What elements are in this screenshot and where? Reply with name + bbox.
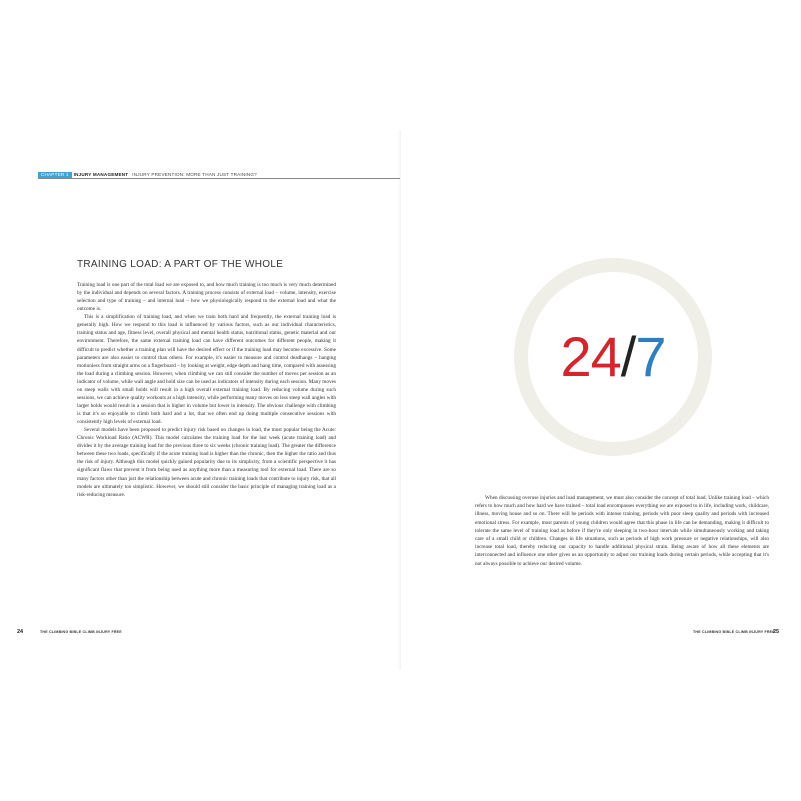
number-24: 24 [560, 325, 621, 388]
footer-book-title-right: THE CLIMBING BIBLE CLIMB INJURY FREE [693, 630, 775, 634]
number-7: 7 [635, 325, 666, 388]
running-header [38, 171, 400, 179]
right-body-text [475, 494, 769, 568]
paragraph: Training load is one part of the total load we are exposed to, and how much training is too much is very much determined by the individual and depends on several factors. A training process consists of external load – volume, intensity, exercise selection and type of training – and internal load – how we physiologically respond to the external load and what the outcome is. [77, 282, 336, 313]
page-number-right: 25 [773, 629, 780, 635]
paragraph: This is a simplification of training load, and when we train both hard and frequently, the external training load is generally high. How we respond to this load is influenced by various factors, such as our individual characteristics, training status and age, fitness level, overall physical and mental health status, nutritional status, genetic material and our environment. Therefore, the same external training load can have different outcomes for different people, making it difficult to predict whether a training plan will have the desired effect or if the training load may become excessive. Some parameters are also easier to control than others. For example, it's easier to measure and control deadhangs – hanging motionless from straight arms on a fingerboard – by looking at weight, edge depth and hang time, compared with assessing the load during a climbing session. However, when climbing we can still consider the number of moves per session as an indicator of volume, while wall angle and hold size can be used as indicators of intensity during each session. Many moves on steep walls with small holds will result in a high overall external training load. By reducing volume during such sessions, we can achieve quality workouts at a high intensity, while performing many moves on less steep wall angles with larger holds would result in a session that is higher in volume but lower in intensity. The obvious challenge with climbing is that it's so enjoyable to climb both hard and a lot, that we often end up doing multiple consecutive sessions with consistently high levels of external load. [77, 314, 336, 426]
paragraph: Several models have been proposed to predict injury risk based on changes in load, the most popular being the Acute: Chronic Workload Ratio (ACWR). This model calculates the training load for the last week (acute training load) and divides it by the average training load for the previous three to six weeks (chronic training load). The greater the difference between these two loads, specifically if the acute training load is higher than the chronic, then the higher the ratio and thus the risk of injury. Although this model quickly gained popularity due to its simplicity, from a scientific perspective it has significant flaws that prevent it from being used as anything more than a measuring tool for external load. There are so many factors other than just the relationship between acute and chronic training loads that contribute to injury risk, that all models are ultimately too simplistic. However, we should still consider the basic principle of managing training load as a risk-reducing measure. [77, 427, 336, 498]
section-title: TRAINING LOAD: A PART OF THE WHOLE [77, 259, 284, 270]
footer-book-title-left: THE CLIMBING BIBLE CLIMB INJURY FREE [40, 630, 122, 634]
big-number-24-7 [521, 327, 705, 387]
chapter-tag: CHAPTER 1 [38, 172, 72, 178]
header-subtitle: INJURY PREVENTION: MORE THAN JUST TRAINING? [132, 172, 257, 177]
number-slash: / [620, 325, 636, 388]
left-body-text [77, 281, 336, 499]
header-section-name: INJURY MANAGEMENT [73, 172, 129, 177]
page-number-left: 24 [17, 629, 24, 635]
left-page [0, 0, 400, 801]
paragraph: When discussing overuse injuries and load management, we must also consider the concept of total load. Unlike training load – which refers to how much and how hard we have trained – total load encompasses everything we are exposed to in life, including work, childcare, illness, moving house and so on. There will be periods with intense training, periods with poor sleep quality and periods with increased emotional stress. For example, most parents of young children would agree that this phase in life can be demanding, making it difficult to tolerate the same level of training load as before if they're only sleeping in two-hour intervals while simultaneously working and taking care of a small child or children. Changes in life situations, such as periods of high work pressure or negative relationships, will also increase total load, thereby reducing our capacity to handle additional physical strain. Being aware of how all these elements are interconnected and influence one other gives us an opportunity to adjust our training loads during certain periods, while accepting that it's not always possible to achieve our desired volume. [475, 495, 769, 567]
